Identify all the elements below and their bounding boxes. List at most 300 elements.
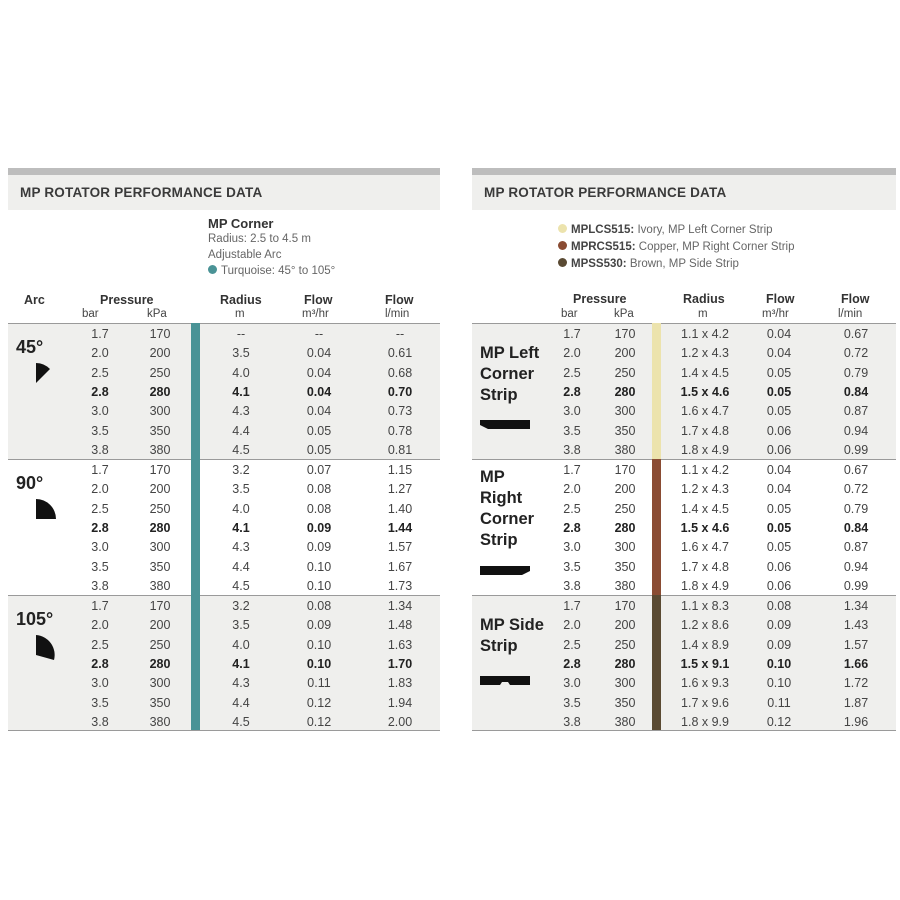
cell-radius: 4.5: [232, 442, 250, 457]
group-separator: [472, 595, 896, 596]
table-row: [8, 616, 440, 635]
table-row: [8, 383, 440, 402]
cell-flow-lmin: 2.00: [387, 714, 413, 729]
cell-flow-lmin: 1.70: [387, 656, 413, 671]
cell-kpa: 380: [149, 578, 171, 593]
cell-flow-lmin: 0.99: [843, 442, 869, 457]
strip-label-line: MP Side: [480, 616, 544, 634]
cell-radius: 1.4 x 4.5: [681, 501, 729, 516]
strip-label-line: Corner: [480, 365, 535, 383]
col-flow-m3: Flow: [766, 292, 795, 306]
cell-radius: 1.4 x 8.9: [681, 637, 729, 652]
cell-radius: 3.2: [232, 599, 250, 613]
turquoise-color-bar: [191, 323, 200, 731]
cell-bar: 2.0: [563, 618, 581, 633]
col-flow-m3: Flow: [304, 293, 333, 307]
table-row: [472, 538, 896, 557]
cell-flow-m3hr: 0.11: [307, 676, 331, 691]
cell-bar: 3.5: [91, 423, 109, 438]
cell-bar: 3.0: [563, 404, 581, 419]
brown-color-bar: [652, 595, 661, 731]
table-row: [472, 325, 896, 344]
table-row: [8, 402, 440, 421]
cell-flow-m3hr: 0.05: [766, 520, 792, 535]
cell-flow-m3hr: 0.06: [766, 442, 792, 457]
strip-group: [472, 595, 896, 731]
cell-flow-m3hr: 0.08: [306, 599, 332, 613]
cell-flow-m3hr: 0.12: [306, 714, 332, 729]
cell-radius: 4.5: [232, 578, 250, 593]
cell-flow-m3hr: 0.08: [306, 501, 332, 516]
cell-bar: 1.7: [91, 327, 109, 341]
cell-kpa: 350: [614, 423, 636, 438]
cell-radius: 1.5 x 4.6: [680, 520, 730, 535]
cell-kpa: 280: [149, 520, 171, 535]
ivory-color-bar: [652, 323, 661, 459]
cell-radius: 1.8 x 4.9: [681, 578, 729, 593]
cell-radius: 3.5: [232, 346, 250, 361]
cell-kpa: 300: [614, 540, 636, 555]
arc-label: 45°: [16, 337, 44, 357]
strip-label-line: Strip: [480, 637, 518, 655]
table-row: [8, 480, 440, 499]
strip-group: [472, 323, 896, 459]
cell-kpa: 250: [614, 365, 636, 380]
cell-flow-lmin: 1.40: [387, 501, 413, 516]
cell-kpa: 380: [149, 714, 171, 729]
cell-radius: 1.1 x 8.3: [681, 599, 729, 613]
cell-radius: 4.1: [232, 520, 250, 535]
cell-kpa: 350: [614, 695, 636, 710]
group-separator: [8, 595, 440, 596]
cell-radius: 4.4: [232, 423, 250, 438]
arc-group: [8, 595, 440, 731]
cell-flow-lmin: 1.66: [843, 656, 869, 671]
table-row: [472, 480, 896, 499]
cell-flow-m3hr: --: [314, 327, 324, 341]
cell-radius: 1.1 x 4.2: [681, 327, 729, 341]
cell-flow-lmin: 1.44: [387, 520, 413, 535]
cell-flow-m3hr: 0.06: [766, 559, 792, 574]
cell-radius: 4.3: [232, 676, 250, 691]
cell-flow-lmin: 0.72: [843, 346, 869, 361]
table-row: [472, 383, 896, 402]
cell-radius: 1.7 x 4.8: [681, 423, 729, 438]
cell-kpa: 300: [149, 404, 171, 419]
cell-flow-m3hr: 0.05: [306, 442, 332, 457]
cell-flow-m3hr: 0.04: [766, 327, 792, 341]
cell-radius: 4.1: [232, 656, 250, 671]
cell-flow-m3hr: 0.04: [766, 346, 792, 361]
cell-kpa: 280: [149, 384, 171, 399]
table-row: [8, 558, 440, 577]
cell-radius: 1.6 x 9.3: [681, 676, 729, 691]
cell-bar: 3.8: [563, 442, 581, 457]
col-flow-m3-unit: m³/hr: [762, 308, 789, 320]
table-row: [8, 597, 440, 616]
cell-kpa: 280: [614, 656, 636, 671]
cell-bar: 3.0: [563, 676, 581, 691]
cell-flow-lmin: 1.48: [387, 618, 413, 633]
cell-radius: 1.2 x 8.6: [681, 618, 729, 633]
cell-bar: 2.5: [91, 637, 109, 652]
table-header-title: MP ROTATOR PERFORMANCE DATA: [8, 175, 440, 210]
cell-kpa: 200: [149, 346, 171, 361]
cell-flow-m3hr: 0.05: [766, 540, 792, 555]
model-color-note: [208, 265, 335, 277]
cell-flow-lmin: 0.79: [843, 365, 869, 380]
cell-radius: 4.3: [232, 404, 250, 419]
cell-flow-m3hr: 0.10: [766, 676, 792, 691]
cell-flow-m3hr: 0.11: [767, 695, 791, 710]
cell-kpa: 200: [614, 618, 636, 633]
cell-radius: 4.0: [232, 637, 250, 652]
col-arc: Arc: [24, 293, 45, 307]
cell-radius: 1.5 x 4.6: [680, 384, 730, 399]
cell-flow-m3hr: 0.04: [306, 404, 332, 419]
cell-kpa: 170: [614, 599, 636, 613]
cell-bar: 3.5: [563, 559, 581, 574]
cell-kpa: 380: [149, 442, 171, 457]
cell-kpa: 380: [614, 714, 636, 729]
table-row: [8, 694, 440, 713]
cell-radius: 4.4: [232, 559, 250, 574]
color-note-text: Turquoise: 45° to 105°: [221, 265, 336, 277]
cell-flow-m3hr: 0.05: [766, 501, 792, 516]
group-separator: [8, 459, 440, 460]
left-performance-table: [8, 168, 440, 731]
table-row: [8, 674, 440, 693]
cell-kpa: 250: [614, 637, 636, 652]
arc-group: [8, 459, 440, 595]
cell-flow-m3hr: 0.09: [766, 618, 792, 633]
legend-code: MPRCS515:: [571, 241, 636, 253]
cell-bar: 3.8: [91, 714, 109, 729]
cell-flow-lmin: 1.43: [843, 618, 869, 633]
cell-radius: 4.0: [232, 365, 250, 380]
cell-bar: 3.8: [91, 442, 109, 457]
right-performance-table: [472, 168, 896, 731]
table-row: [8, 461, 440, 480]
cell-bar: 2.5: [563, 365, 581, 380]
cell-flow-lmin: 1.72: [843, 676, 869, 691]
cell-radius: 4.5: [232, 714, 250, 729]
cell-flow-m3hr: 0.09: [766, 637, 792, 652]
cell-radius: 1.5 x 9.1: [680, 656, 730, 671]
legend-desc: Ivory, MP Left Corner Strip: [637, 224, 773, 236]
cell-flow-m3hr: 0.10: [306, 559, 332, 574]
cell-flow-lmin: 1.96: [843, 714, 869, 729]
cell-kpa: 200: [614, 346, 636, 361]
cell-kpa: 170: [149, 599, 171, 613]
cell-kpa: 350: [614, 559, 636, 574]
cell-flow-m3hr: 0.05: [306, 423, 332, 438]
cell-kpa: 170: [614, 463, 636, 477]
cell-flow-m3hr: 0.08: [766, 599, 792, 613]
brown-dot-icon: [558, 258, 567, 267]
col-radius-unit: m: [698, 308, 708, 320]
cell-flow-lmin: 1.34: [843, 599, 869, 613]
cell-bar: 3.0: [91, 404, 109, 419]
cell-flow-lmin: 1.15: [387, 463, 413, 477]
table-row: [472, 519, 896, 538]
cell-bar: 2.5: [91, 365, 109, 380]
legend-item-brown: [558, 258, 739, 270]
cell-radius: 1.2 x 4.3: [681, 346, 729, 361]
cell-radius: 4.0: [232, 501, 250, 516]
table-row: [8, 325, 440, 344]
cell-flow-lmin: 0.67: [843, 327, 869, 341]
table-row: [472, 674, 896, 693]
table-row: [8, 577, 440, 596]
cell-flow-m3hr: 0.04: [766, 463, 792, 477]
cell-radius: 1.1 x 4.2: [681, 463, 729, 477]
cell-flow-m3hr: 0.05: [766, 404, 792, 419]
top-rule: [472, 168, 896, 175]
table-row: [8, 636, 440, 655]
group-separator: [472, 459, 896, 460]
cell-kpa: 170: [614, 327, 636, 341]
cell-radius: 4.4: [232, 695, 250, 710]
cell-flow-m3hr: 0.12: [306, 695, 332, 710]
cell-flow-m3hr: 0.09: [306, 540, 332, 555]
cell-kpa: 280: [149, 656, 171, 671]
cell-radius: 1.4 x 4.5: [681, 365, 729, 380]
table-row: [8, 344, 440, 363]
cell-bar: 3.8: [563, 714, 581, 729]
cell-kpa: 380: [614, 442, 636, 457]
table-header-title: MP ROTATOR PERFORMANCE DATA: [472, 175, 896, 210]
cell-radius: 4.3: [232, 540, 250, 555]
cell-bar: 1.7: [563, 599, 581, 613]
cell-bar: 3.5: [563, 695, 581, 710]
cell-bar: 2.5: [91, 501, 109, 516]
cell-flow-m3hr: 0.12: [766, 714, 792, 729]
cell-radius: 1.8 x 9.9: [681, 714, 729, 729]
cell-bar: 2.8: [563, 384, 581, 399]
cell-kpa: 300: [614, 404, 636, 419]
cell-flow-m3hr: 0.04: [306, 384, 332, 399]
group-separator: [472, 323, 896, 324]
cell-bar: 2.8: [563, 656, 581, 671]
cell-radius: 1.2 x 4.3: [681, 482, 729, 497]
cell-flow-m3hr: 0.09: [306, 520, 332, 535]
legend-code: MPLCS515:: [571, 224, 635, 236]
col-bar: bar: [561, 308, 578, 320]
cell-flow-lmin: 0.61: [387, 346, 413, 361]
cell-bar: 2.0: [563, 346, 581, 361]
table-row: [472, 655, 896, 674]
cell-bar: 1.7: [91, 463, 109, 477]
arc-label: 105°: [16, 609, 54, 629]
cell-flow-m3hr: 0.04: [306, 365, 332, 380]
cell-flow-lmin: 0.81: [387, 442, 413, 457]
cell-bar: 2.8: [91, 656, 109, 671]
cell-kpa: 250: [614, 501, 636, 516]
copper-dot-icon: [558, 241, 567, 250]
strip-label-line: MP: [480, 468, 505, 486]
table-row: [472, 461, 896, 480]
table-row: [8, 655, 440, 674]
col-pressure: Pressure: [573, 292, 627, 306]
cell-radius: 1.8 x 4.9: [681, 442, 729, 457]
cell-bar: 3.0: [563, 540, 581, 555]
cell-bar: 2.5: [563, 637, 581, 652]
strip-label-line: Strip: [480, 386, 518, 404]
cell-flow-lmin: 1.34: [387, 599, 413, 613]
cell-flow-m3hr: 0.10: [766, 656, 792, 671]
cell-flow-lmin: 1.57: [387, 540, 413, 555]
col-bar: bar: [82, 308, 99, 320]
cell-flow-lmin: --: [395, 327, 405, 341]
table-row: [472, 694, 896, 713]
cell-kpa: 300: [614, 676, 636, 691]
copper-color-bar: [652, 459, 661, 595]
cell-bar: 2.0: [563, 482, 581, 497]
table-row: [8, 500, 440, 519]
arc-group: [8, 323, 440, 459]
table-row: [472, 558, 896, 577]
cell-flow-lmin: 1.67: [387, 559, 413, 574]
table-row: [472, 402, 896, 421]
bottom-rule: [8, 730, 440, 731]
cell-kpa: 350: [149, 559, 171, 574]
legend-desc: Copper, MP Right Corner Strip: [638, 241, 795, 253]
col-flow-m3-unit: m³/hr: [302, 308, 329, 320]
cell-radius: 1.7 x 9.6: [681, 695, 729, 710]
legend-item-ivory: [558, 224, 773, 236]
table-row: [472, 577, 896, 596]
cell-kpa: 280: [614, 384, 636, 399]
cell-kpa: 170: [149, 327, 171, 341]
cell-flow-m3hr: 0.08: [306, 482, 332, 497]
table-row: [472, 441, 896, 460]
cell-flow-m3hr: 0.06: [766, 578, 792, 593]
col-pressure: Pressure: [100, 293, 154, 307]
cell-flow-m3hr: 0.07: [306, 463, 332, 477]
table-row: [8, 519, 440, 538]
table-row: [472, 422, 896, 441]
cell-flow-lmin: 0.84: [843, 520, 869, 535]
cell-bar: 1.7: [563, 327, 581, 341]
col-kpa: kPa: [147, 308, 167, 320]
cell-flow-m3hr: 0.05: [766, 365, 792, 380]
turquoise-dot-icon: [208, 265, 217, 274]
arc-label: 90°: [16, 473, 44, 493]
strip-label-line: MP Left: [480, 344, 540, 362]
group-separator: [8, 323, 440, 324]
col-flow-lmin-unit: l/min: [838, 308, 863, 320]
table-row: [472, 344, 896, 363]
cell-flow-lmin: 1.73: [387, 578, 413, 593]
legend-code: MPSS530:: [571, 258, 627, 270]
cell-flow-m3hr: 0.04: [766, 482, 792, 497]
col-kpa: kPa: [614, 308, 634, 320]
cell-flow-m3hr: 0.09: [306, 618, 332, 633]
cell-bar: 2.5: [563, 501, 581, 516]
strip-label-line: Corner: [480, 510, 535, 528]
strip-group: [472, 459, 896, 595]
cell-bar: 3.5: [91, 695, 109, 710]
legend-desc: Brown, MP Side Strip: [629, 258, 739, 270]
cell-kpa: 300: [149, 676, 171, 691]
col-radius: Radius: [220, 293, 262, 307]
table-row: [472, 636, 896, 655]
strip-label-line: Strip: [480, 531, 518, 549]
table-row: [8, 364, 440, 383]
col-flow-lmin-unit: l/min: [385, 308, 410, 320]
cell-flow-lmin: 0.84: [843, 384, 869, 399]
cell-bar: 3.8: [91, 578, 109, 593]
cell-radius: --: [236, 327, 246, 341]
cell-flow-lmin: 0.78: [387, 423, 413, 438]
cell-bar: 2.0: [91, 618, 109, 633]
cell-bar: 3.0: [91, 676, 109, 691]
cell-flow-lmin: 0.94: [843, 423, 869, 438]
cell-flow-lmin: 0.73: [387, 404, 413, 419]
cell-kpa: 280: [614, 520, 636, 535]
cell-radius: 4.1: [232, 384, 250, 399]
cell-kpa: 300: [149, 540, 171, 555]
cell-bar: 2.8: [563, 520, 581, 535]
cell-bar: 3.5: [563, 423, 581, 438]
table-row: [8, 441, 440, 460]
cell-radius: 3.2: [232, 463, 250, 477]
cell-flow-lmin: 0.87: [843, 404, 869, 419]
model-radius: Radius: 2.5 to 4.5 m: [208, 233, 311, 245]
model-adjustable: Adjustable Arc: [208, 249, 282, 261]
cell-kpa: 250: [149, 365, 171, 380]
table-row: [8, 422, 440, 441]
cell-flow-lmin: 1.27: [387, 482, 413, 497]
table-row: [472, 500, 896, 519]
cell-flow-m3hr: 0.06: [766, 423, 792, 438]
cell-flow-m3hr: 0.05: [766, 384, 792, 399]
model-title: MP Corner: [208, 216, 274, 231]
cell-flow-lmin: 1.63: [387, 637, 413, 652]
cell-flow-m3hr: 0.10: [306, 656, 332, 671]
table-row: [472, 597, 896, 616]
cell-flow-lmin: 0.72: [843, 482, 869, 497]
cell-radius: 1.6 x 4.7: [681, 404, 729, 419]
ivory-dot-icon: [558, 224, 567, 233]
cell-kpa: 350: [149, 423, 171, 438]
cell-flow-lmin: 0.94: [843, 559, 869, 574]
bottom-rule: [472, 730, 896, 731]
col-radius: Radius: [683, 292, 725, 306]
cell-kpa: 250: [149, 501, 171, 516]
cell-kpa: 200: [614, 482, 636, 497]
cell-bar: 3.8: [563, 578, 581, 593]
table-row: [8, 538, 440, 557]
cell-flow-lmin: 1.57: [843, 637, 869, 652]
cell-radius: 3.5: [232, 482, 250, 497]
cell-kpa: 200: [149, 482, 171, 497]
cell-flow-m3hr: 0.10: [306, 578, 332, 593]
cell-flow-lmin: 0.70: [387, 384, 413, 399]
cell-kpa: 250: [149, 637, 171, 652]
cell-bar: 2.8: [91, 520, 109, 535]
table-row: [472, 364, 896, 383]
top-rule: [8, 168, 440, 175]
strip-label-line: Right: [480, 489, 523, 507]
cell-radius: 3.5: [232, 618, 250, 633]
cell-bar: 1.7: [91, 599, 109, 613]
cell-flow-lmin: 0.68: [387, 365, 413, 380]
cell-flow-lmin: 0.99: [843, 578, 869, 593]
cell-bar: 3.5: [91, 559, 109, 574]
col-radius-unit: m: [235, 308, 245, 320]
